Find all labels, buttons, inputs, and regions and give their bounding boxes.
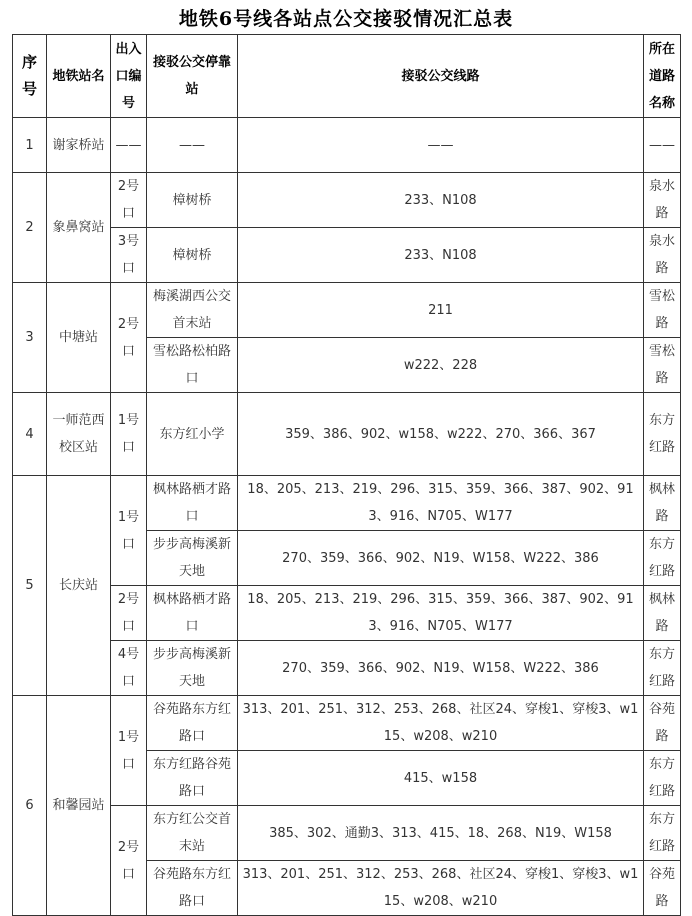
seq-cell: 6 bbox=[13, 696, 47, 916]
table-row bbox=[13, 806, 681, 861]
routes-cell: 313、201、251、312、253、268、社区24、穿梭1、穿梭3、w115、w208、w210 bbox=[238, 696, 644, 751]
stop-cell: 梅溪湖西公交首末站 bbox=[147, 283, 238, 338]
table-row bbox=[13, 476, 681, 531]
road-cell: —— bbox=[644, 118, 681, 173]
station-cell: 长庆站 bbox=[47, 476, 111, 696]
road-cell: 枫林路 bbox=[644, 476, 681, 531]
table-row bbox=[13, 641, 681, 696]
road-cell: 雪松路 bbox=[644, 283, 681, 338]
routes-cell: —— bbox=[238, 118, 644, 173]
exit-cell: 1号口 bbox=[111, 696, 147, 806]
seq-cell: 5 bbox=[13, 476, 47, 696]
road-cell: 谷苑路 bbox=[644, 696, 681, 751]
table-row bbox=[13, 283, 681, 338]
road-cell: 谷苑路 bbox=[644, 861, 681, 916]
routes-cell: 313、201、251、312、253、268、社区24、穿梭1、穿梭3、w115、w208、w210 bbox=[238, 861, 644, 916]
seq-cell: 2 bbox=[13, 173, 47, 283]
routes-cell: 233、N108 bbox=[238, 173, 644, 228]
station-cell: 和馨园站 bbox=[47, 696, 111, 916]
stop-cell: 枫林路栖才路口 bbox=[147, 586, 238, 641]
table-row bbox=[13, 228, 681, 283]
road-cell: 东方红路 bbox=[644, 751, 681, 806]
station-cell: 一师范西校区站 bbox=[47, 393, 111, 476]
stop-cell: 雪松路松柏路口 bbox=[147, 338, 238, 393]
seq-cell: 4 bbox=[13, 393, 47, 476]
routes-cell: 18、205、213、219、296、315、359、366、387、902、913、916、N705、W177 bbox=[238, 586, 644, 641]
exit-cell: 3号口 bbox=[111, 228, 147, 283]
road-cell: 雪松路 bbox=[644, 338, 681, 393]
header-row bbox=[13, 35, 681, 118]
road-cell: 东方红路 bbox=[644, 806, 681, 861]
routes-cell: 18、205、213、219、296、315、359、366、387、902、913、916、N705、W177 bbox=[238, 476, 644, 531]
page-title: 地铁6号线各站点公交接驳情况汇总表 bbox=[178, 8, 514, 30]
stop-cell: 东方红路谷苑路口 bbox=[147, 751, 238, 806]
stop-cell: 樟树桥 bbox=[147, 228, 238, 283]
stop-cell: 东方红公交首末站 bbox=[147, 806, 238, 861]
table-row bbox=[13, 586, 681, 641]
station-cell: 谢家桥站 bbox=[47, 118, 111, 173]
table-row bbox=[13, 393, 681, 476]
stop-cell: 樟树桥 bbox=[147, 173, 238, 228]
road-cell: 东方红路 bbox=[644, 641, 681, 696]
stop-cell: 谷苑路东方红路口 bbox=[147, 696, 238, 751]
table-row bbox=[13, 118, 681, 173]
seq-cell: 3 bbox=[13, 283, 47, 393]
header-road: 所在道路名称 bbox=[644, 35, 681, 118]
bus-connection-table bbox=[12, 34, 681, 916]
stop-cell: —— bbox=[147, 118, 238, 173]
routes-cell: 415、w158 bbox=[238, 751, 644, 806]
station-cell: 中塘站 bbox=[47, 283, 111, 393]
stop-cell: 谷苑路东方红路口 bbox=[147, 861, 238, 916]
routes-cell: w222、228 bbox=[238, 338, 644, 393]
exit-cell: 2号口 bbox=[111, 283, 147, 393]
stop-cell: 步步高梅溪新天地 bbox=[147, 531, 238, 586]
road-cell: 枫林路 bbox=[644, 586, 681, 641]
exit-cell: 1号口 bbox=[111, 476, 147, 586]
exit-cell: 4号口 bbox=[111, 641, 147, 696]
table-row bbox=[13, 173, 681, 228]
header-station: 地铁站名 bbox=[47, 35, 111, 118]
routes-cell: 385、302、通勤3、313、415、18、268、N19、W158 bbox=[238, 806, 644, 861]
road-cell: 东方红路 bbox=[644, 393, 681, 476]
road-cell: 东方红路 bbox=[644, 531, 681, 586]
exit-cell: 2号口 bbox=[111, 806, 147, 916]
header-seq: 序号 bbox=[13, 35, 47, 118]
header-routes: 接驳公交线路 bbox=[238, 35, 644, 118]
table-row bbox=[13, 696, 681, 751]
routes-cell: 233、N108 bbox=[238, 228, 644, 283]
stop-cell: 东方红小学 bbox=[147, 393, 238, 476]
header-exit: 出入口编号 bbox=[111, 35, 147, 118]
road-cell: 泉水路 bbox=[644, 173, 681, 228]
header-stop: 接驳公交停靠站 bbox=[147, 35, 238, 118]
seq-cell: 1 bbox=[13, 118, 47, 173]
stop-cell: 步步高梅溪新天地 bbox=[147, 641, 238, 696]
station-cell: 象鼻窝站 bbox=[47, 173, 111, 283]
exit-cell: 1号口 bbox=[111, 393, 147, 476]
routes-cell: 270、359、366、902、N19、W158、W222、386 bbox=[238, 641, 644, 696]
exit-cell: 2号口 bbox=[111, 586, 147, 641]
exit-cell: 2号口 bbox=[111, 173, 147, 228]
stop-cell: 枫林路栖才路口 bbox=[147, 476, 238, 531]
exit-cell: —— bbox=[111, 118, 147, 173]
road-cell: 泉水路 bbox=[644, 228, 681, 283]
routes-cell: 211 bbox=[238, 283, 644, 338]
routes-cell: 359、386、902、w158、w222、270、366、367 bbox=[238, 393, 644, 476]
routes-cell: 270、359、366、902、N19、W158、W222、386 bbox=[238, 531, 644, 586]
